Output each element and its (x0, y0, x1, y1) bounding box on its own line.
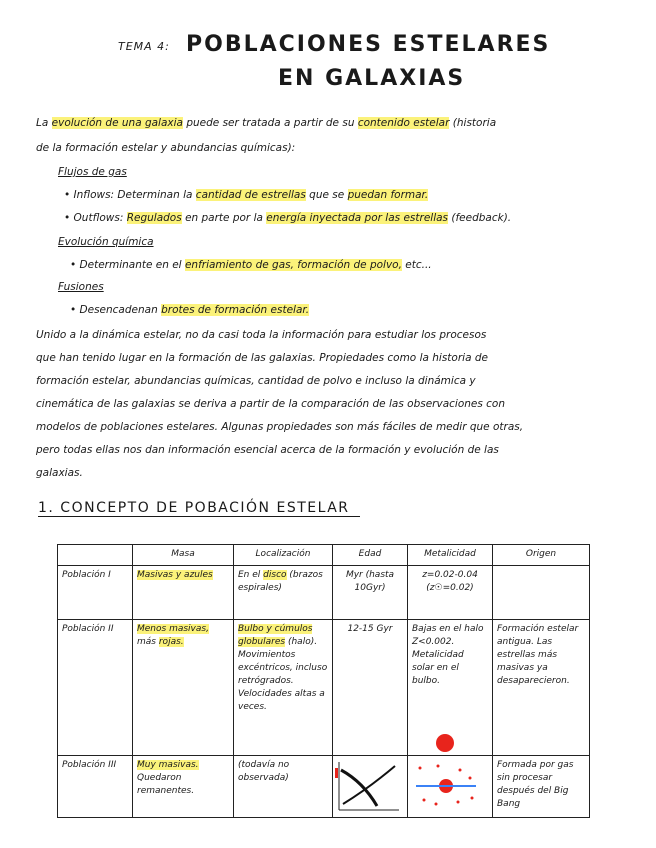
evolucion-heading: Evolución química (58, 236, 154, 248)
table-row (58, 566, 590, 620)
table-row (58, 620, 590, 756)
cell-metal2: Bajas en el halo Z<0.002. Metalicidad solar en el bulbo. (408, 620, 493, 756)
tema-label: TEMA 4: (118, 40, 170, 53)
cell-masa1: Masivas y azules (133, 566, 234, 620)
paragraph-line: Unido a la dinámica estelar, no da casi toda la información para estudiar los procesos (36, 329, 487, 341)
header-masa: Masa (133, 545, 234, 566)
cell-metal3 (408, 756, 493, 818)
header-metalicidad: Metalicidad (408, 545, 493, 566)
cell-pop1: Población I (58, 566, 133, 620)
header-edad: Edad (333, 545, 408, 566)
paragraph-line: pero todas ellas nos dan información esencial acerca de la formación y evolución de las (36, 444, 499, 456)
cell-edad3 (333, 756, 408, 818)
header-localizacion: Localización (234, 545, 333, 566)
outflows-item: • Outflows: Regulados en parte por la energía inyectada por las estrellas (feedback). (64, 212, 512, 224)
fusiones-heading: Fusiones (58, 281, 104, 293)
plot-sketch-icon (333, 756, 403, 814)
header-empty (58, 545, 133, 566)
paragraph-line: formación estelar, abundancias químicas, cantidad de polvo e incluso la dinámica y (36, 375, 476, 387)
intro-line1: La evolución de una galaxia puede ser tratada a partir de su contenido estelar (historia (36, 117, 497, 129)
paragraph-line: modelos de poblaciones estelares. Algunas propiedades son más fáciles de medir que otras, (36, 421, 524, 433)
table-header-row (58, 545, 590, 566)
paragraph-line: galaxias. (36, 467, 83, 479)
red-dot-icon (430, 733, 460, 753)
cell-loc1: En el disco (brazos espirales) (234, 566, 333, 620)
flujos-heading: Flujos de gas (58, 166, 127, 178)
page-title-line2: EN GALAXIAS (278, 66, 466, 91)
star-field-icon (408, 756, 480, 814)
cell-origen3: Formada por gas sin procesar después del Big Bang (493, 756, 590, 818)
cell-masa3: Muy masivas. Quedaron remanentes. (133, 756, 234, 818)
cell-loc3: (todavía no observada) (234, 756, 333, 818)
paragraph-line: cinemática de las galaxias se deriva a partir de la comparación de las observaciones con (36, 398, 506, 410)
cell-pop3: Población III (58, 756, 133, 818)
populations-table (57, 544, 590, 818)
section1-heading: 1. CONCEPTO DE POBACIÓN ESTELAR (38, 500, 360, 517)
cell-edad1: Myr (hasta 10Gyr) (333, 566, 408, 620)
cell-loc2: Bulbo y cúmulos globulares (halo). Movimientos excéntricos, incluso retrógrados. Velocidades altas a veces. (234, 620, 333, 756)
cell-metal1: z=0.02-0.04 (z☉=0.02) (408, 566, 493, 620)
fusiones-item: • Desencadenan brotes de formación estelar. (70, 304, 310, 316)
inflows-item: • Inflows: Determinan la cantidad de estrellas que se puedan formar. (64, 189, 429, 201)
header-origen: Origen (493, 545, 590, 566)
intro-line2: de la formación estelar y abundancias químicas): (36, 142, 296, 154)
cell-origen1 (493, 566, 590, 620)
cell-pop2: Población II (58, 620, 133, 756)
evolucion-item: • Determinante en el enfriamiento de gas, formación de polvo, etc... (70, 259, 432, 271)
page-title-line1: POBLACIONES ESTELARES (186, 32, 551, 57)
paragraph-line: que han tenido lugar en la formación de las galaxias. Propiedades como la historia de (36, 352, 488, 364)
cell-edad2: 12-15 Gyr (333, 620, 408, 756)
table-row (58, 756, 590, 818)
cell-origen2: Formación estelar antigua. Las estrellas más masivas ya desaparecieron. (493, 620, 590, 756)
cell-masa2: Menos masivas, más rojas. (133, 620, 234, 756)
